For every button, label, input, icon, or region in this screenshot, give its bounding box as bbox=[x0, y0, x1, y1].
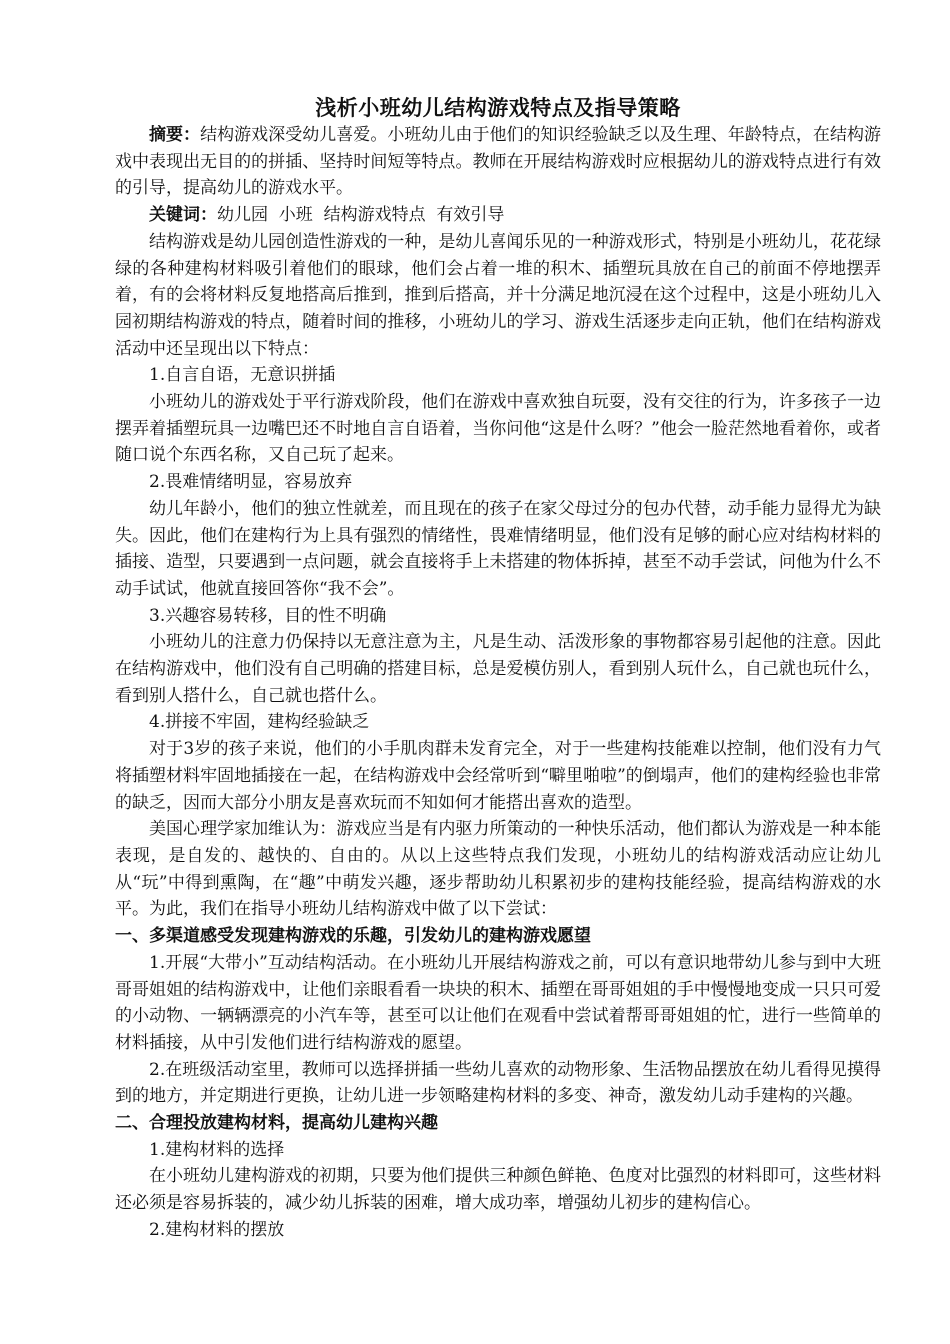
abstract-label: 摘要： bbox=[149, 125, 201, 145]
subheading-4: 4.拼接不牢固，建构经验缺乏 bbox=[149, 712, 370, 733]
paragraph-intro: 结构游戏是幼儿园创造性游戏的一种，是幼儿喜闻乐见的一种游戏形式，特别是小班幼儿，花花绿绿的各种建构材料吸引着他们的眼球，他们会占着一堆的积木、插塑玩具放在自己的前面不停地摆弄着，有的会将材料反复地搭高后推到，推到后搭高，并十分满足地沉浸在这个过程中，这是小班幼儿入园初期结构游戏的特点，随着时间的推移，小班幼儿的学习、游戏生活逐步走向正轨，他们在结构游戏活动中还呈现出以下特点： bbox=[115, 231, 881, 359]
section-heading-1: 一、多渠道感受发现建构游戏的乐趣，引发幼儿的建构游戏愿望 bbox=[115, 926, 591, 947]
paragraph-section1-item1: 1.开展“大带小”互动结构活动。在小班幼儿开展结构游戏之前，可以有意识地带幼儿参与到中大班哥哥姐姐的结构游戏中，让他们亲眼看看一块块的积木、插塑在哥哥姐姐的手中慢慢地变成一只只可爱的小动物、一辆辆漂亮的小汽车等，甚至可以让他们在观看中尝试着帮哥哥姐姐的忙，进行一些简单的材料插接，从中引发他们进行结构游戏的愿望。 bbox=[115, 952, 881, 1053]
subheading-section2-1: 1.建构材料的选择 bbox=[149, 1139, 285, 1160]
abstract-text: 结构游戏深受幼儿喜爱。小班幼儿由于他们的知识经验缺乏以及生理、年龄特点，在结构游戏中表现出无目的的拼插、坚持时间短等特点。教师在开展结构游戏时应根据幼儿的游戏特点进行有效的引导，提高幼儿的游戏水平。 bbox=[115, 125, 882, 199]
paragraph-section1-item2: 2.在班级活动室里，教师可以选择拼插一些幼儿喜欢的动物形象、生活物品摆放在幼儿看得见摸得到的地方，并定期进行更换，让幼儿进一步领略建构材料的多变、神奇，激发幼儿动手建构的兴趣。 bbox=[115, 1059, 881, 1107]
keywords-text: 幼儿园 小班 结构游戏特点 有效引导 bbox=[217, 205, 505, 226]
paragraph-3: 小班幼儿的注意力仍保持以无意注意为主，凡是生动、活泼形象的事物都容易引起他的注意。因此在结构游戏中，他们没有自己明确的搭建目标，总是爱模仿别人，看到别人玩什么，自己就也玩什么，看到别人搭什么，自己就也搭什么。 bbox=[115, 632, 881, 706]
paragraph-4: 对于3岁的孩子来说，他们的小手肌肉群未发育完全，对于一些建构技能难以控制，他们没有力气将插塑材料牢固地插接在一起，在结构游戏中会经常听到“噼里啪啦”的倒塌声，他们的建构经验也非常的缺乏，因而大部分小朋友是喜欢玩而不知如何才能搭出喜欢的造型。 bbox=[115, 739, 881, 813]
abstract bbox=[115, 122, 881, 202]
subheading-1: 1.自言自语，无意识拼插 bbox=[149, 365, 336, 386]
subheading-section2-2: 2.建构材料的摆放 bbox=[149, 1219, 285, 1240]
document-page bbox=[115, 94, 881, 1244]
section-heading-2: 二、合理投放建构材料，提高幼儿建构兴趣 bbox=[115, 1113, 438, 1134]
paragraph-transition: 美国心理学家加维认为：游戏应当是有内驱力所策动的一种快乐活动，他们都认为游戏是一种本能表现，是自发的、越快的、自由的。从以上这些特点我们发现，小班幼儿的结构游戏活动应让幼儿从“玩”中得到熏陶，在“趣”中萌发兴趣，逐步帮助幼儿积累初步的建构技能经验，提高结构游戏的水平。为此，我们在指导小班幼儿结构游戏中做了以下尝试： bbox=[115, 819, 881, 920]
paragraph-section2-1: 在小班幼儿建构游戏的初期，只要为他们提供三种颜色鲜艳、色度对比强烈的材料即可，这些材料还必须是容易拆装的，减少幼儿拆装的困难，增大成功率，增强幼儿初步的建构信心。 bbox=[115, 1166, 881, 1214]
keywords-label: 关键词： bbox=[149, 205, 217, 226]
subheading-3: 3.兴趣容易转移，目的性不明确 bbox=[149, 605, 387, 626]
keywords bbox=[115, 202, 881, 229]
paragraph-1: 小班幼儿的游戏处于平行游戏阶段，他们在游戏中喜欢独自玩耍，没有交往的行为，许多孩子一边摆弄着插塑玩具一边嘴巴还不时地自言自语着，当你问他“这是什么呀？”他会一脸茫然地看着你，或者随口说个东西名称，又自己玩了起来。 bbox=[115, 392, 881, 466]
paragraph-2: 幼儿年龄小，他们的独立性就差，而且现在的孩子在家父母过分的包办代替，动手能力显得尤为缺失。因此，他们在建构行为上具有强烈的情绪性，畏难情绪明显，他们没有足够的耐心应对结构材料的插接、造型，只要遇到一点问题，就会直接将手上未搭建的物体拆掉，甚至不动手尝试，问他为什么不动手试试，他就直接回答你“我不会”。 bbox=[115, 498, 881, 599]
document-title: 浅析小班幼儿结构游戏特点及指导策略 bbox=[315, 95, 681, 120]
subheading-2: 2.畏难情绪明显，容易放弃 bbox=[149, 472, 353, 493]
